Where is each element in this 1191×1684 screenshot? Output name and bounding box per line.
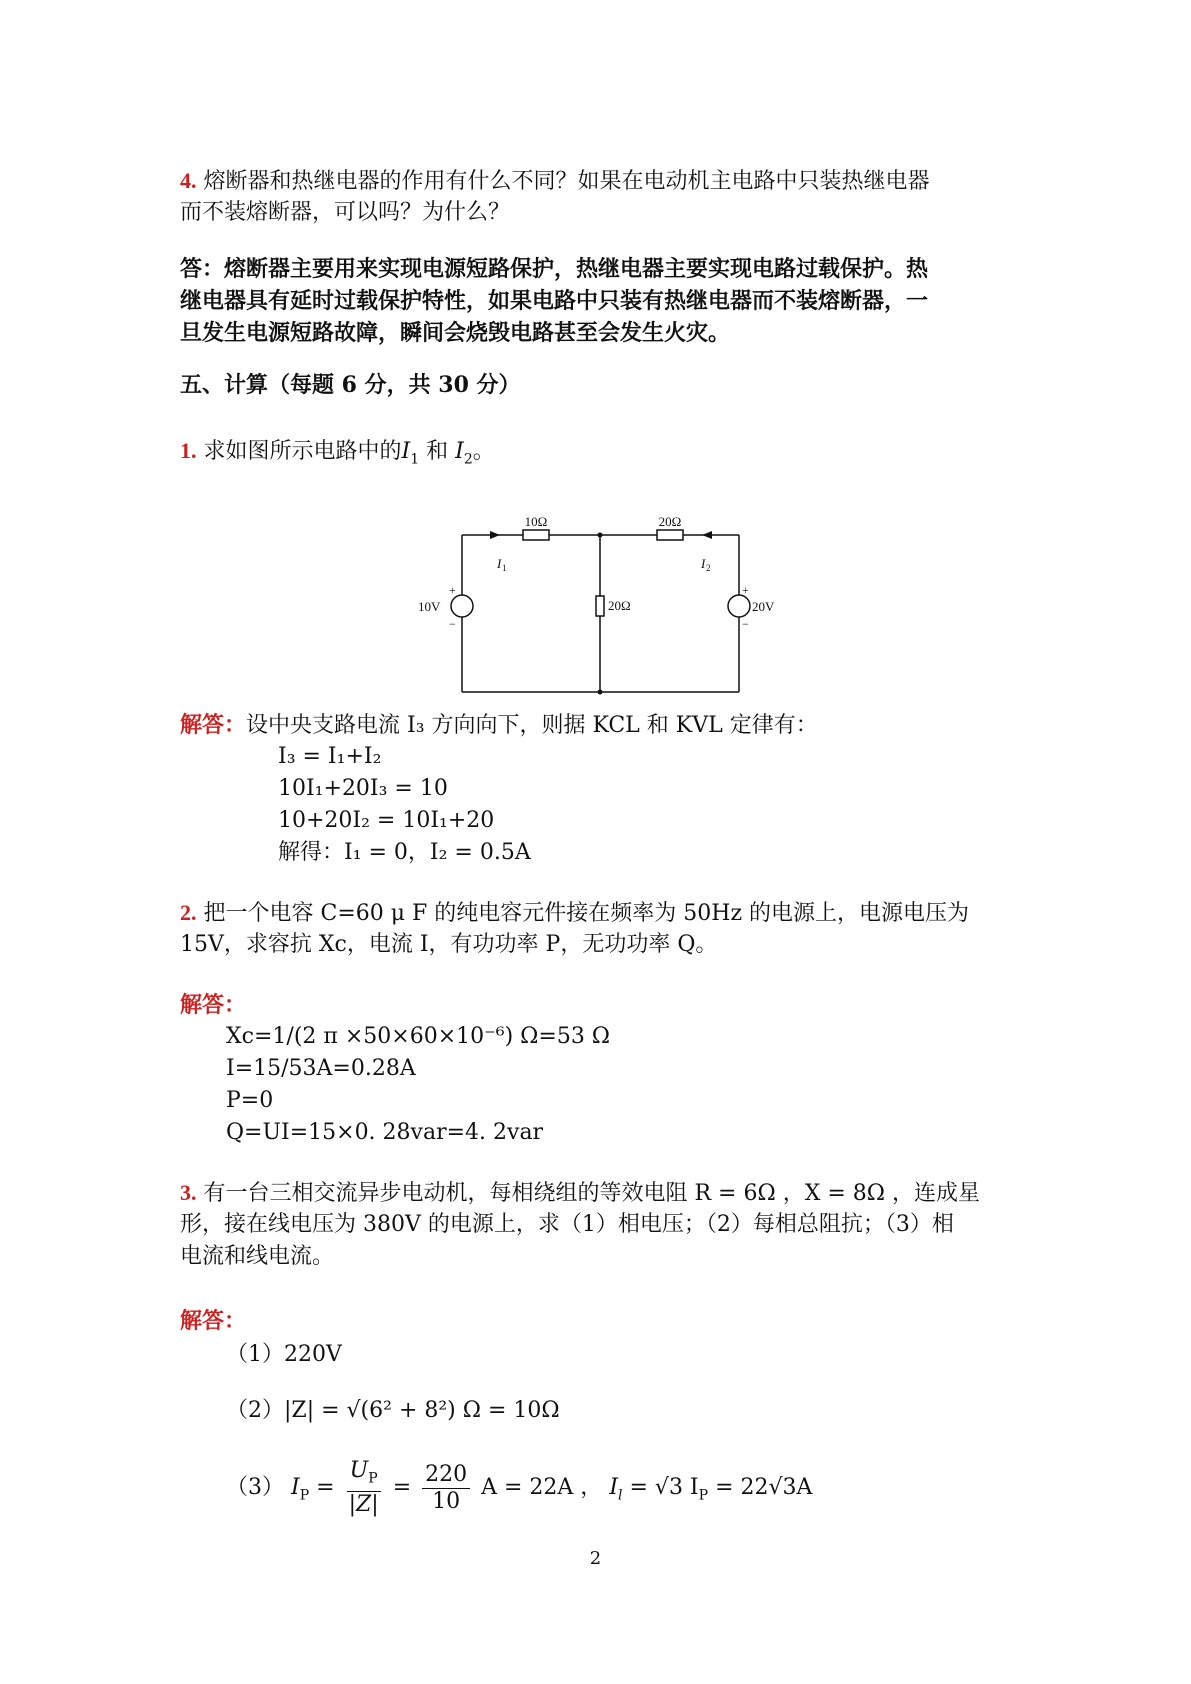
voltage-source-10v (451, 595, 473, 617)
q4-answer-line1: 答：熔断器主要用来实现电源短路保护，热继电器主要实现电路过载保护。热 (180, 256, 929, 282)
c3-a3-il-result: = 22√3A (715, 1475, 813, 1501)
c3-line1-wrap (180, 1178, 980, 1209)
resistor-20ohm-middle (596, 596, 604, 616)
c3-a2 (226, 1396, 560, 1426)
label-i1: I (497, 556, 502, 571)
label-minus-left: − (449, 617, 456, 631)
c3-a3: （3） $I_P$ = $\frac{U_P}{|Z|}$ = $\frac{220}{10}$ A = 22A ， $I_l = √3$ $I_P = 22√3A$ (226, 1458, 813, 1518)
label-plus-right: + (742, 583, 749, 597)
c3-a3-frac2 (422, 1462, 470, 1515)
section-title: 五、计算（每题 6 分，共 30 分） (180, 372, 521, 398)
c3-a3-il-sub2: P (698, 1487, 709, 1504)
label-i1-sub: 1 (502, 563, 507, 573)
c2-eq3: P=0 (226, 1088, 274, 1113)
c3-a3-num2: 220 (422, 1462, 470, 1489)
c2-number: 2. (180, 900, 197, 925)
c2-line2: 15V，求容抗 Xc，电流 I，有功功率 P，无功功率 Q。 (180, 932, 718, 957)
c3-a3-prefix: （3） (226, 1475, 284, 1501)
c1-eq2: 10I₁+20I₃ = 10 (278, 776, 448, 801)
c3-answer-label: 解答： (180, 1308, 247, 1334)
c3-a3-frac1 (346, 1458, 382, 1518)
c1-eq3: 10+20I₂ = 10I₁+20 (278, 808, 495, 833)
junction-top (598, 533, 603, 538)
c3-a3-il-sub: l (618, 1487, 623, 1504)
c1-text-end: 。 (472, 439, 495, 464)
q4-answer-line3: 旦发生电源短路故障，瞬间会烧毁电路甚至会发生火灾。 (180, 320, 731, 346)
c1-answer-label: 解答： (180, 712, 247, 738)
resistor-20ohm-top (657, 530, 683, 540)
label-i2: I (701, 556, 706, 571)
c1-eq1: I₃ = I₁+I₂ (278, 744, 382, 769)
c3-a3-tail: A = 22A ， (481, 1475, 603, 1501)
arrow-i2-icon (702, 531, 712, 539)
c1-text-a: 求如图所示电路中的 (203, 439, 402, 464)
label-r-middle: 20Ω (608, 598, 631, 613)
label-minus-right: − (742, 617, 749, 631)
page-number: 2 (589, 1548, 602, 1569)
c3-a3-il-expr: = √3 I (629, 1475, 699, 1501)
c1-i2-sub: 2 (463, 451, 473, 468)
c3-a3-num1-sub: P (368, 1470, 378, 1487)
c3-a3-lhs-sub: P (299, 1487, 310, 1504)
c2-eq1: Xc=1/(2 π ×50×60×10⁻⁶) Ω=53 Ω (226, 1024, 611, 1049)
c2-line1: 把一个电容 C=60 μ F 的纯电容元件接在频率为 50Hz 的电源上，电源电压为 (203, 901, 970, 926)
c1-i1-sub: 1 (410, 451, 420, 468)
c1-answer-intro-line (180, 710, 818, 741)
q4-number: 4. (180, 168, 197, 193)
c3-line1: 有一台三相交流异步电动机，每相绕组的等效电阻 R = 6Ω ，X = 8Ω ，连成星 (203, 1181, 981, 1206)
c3-a3-lhs: I (291, 1475, 300, 1501)
c2-eq4: Q=UI=15×0. 28var=4. 2var (226, 1120, 544, 1145)
c3-a3-il: I (609, 1475, 619, 1501)
q4-answer-line2: 继电器具有延时过载保护特性，如果电路中只装有热继电器而不装熔断器，一 (180, 288, 929, 314)
c2-eq2: I=15/53A=0.28A (226, 1056, 416, 1081)
c3-a2-prefix: （2） (226, 1398, 284, 1423)
c1-answer-intro: 设中央支路电流 I₃ 方向向下，则据 KCL 和 KVL 定律有： (246, 713, 818, 738)
c3-a3-den1: |Z| (348, 1492, 379, 1518)
q4-text-line1: 熔断器和热继电器的作用有什么不同？如果在电动机主电路中只装热继电器 (203, 169, 930, 194)
label-r-top-right: 20Ω (658, 514, 682, 529)
label-src-left: 10V (418, 599, 441, 614)
c1-i1: I (401, 439, 411, 464)
c3-a1: （1）220V (226, 1342, 342, 1367)
voltage-source-20v (728, 595, 750, 617)
c3-line2: 形，接在线电压为 380V 的电源上，求（1）相电压；（2）每相总阻抗；（3）相 (180, 1212, 954, 1237)
arrow-i1-icon (490, 531, 500, 539)
label-i2-sub: 2 (706, 563, 711, 573)
resistor-10ohm (523, 530, 549, 540)
c1-and: 和 (426, 439, 449, 464)
label-r-top-left: 10Ω (524, 514, 548, 529)
label-plus-left: + (449, 583, 456, 597)
c3-a3-den2: 10 (432, 1488, 461, 1514)
label-src-right: 20V (752, 599, 775, 614)
c3-a2-expr: |Z| = √(6² + 8²) Ω = 10Ω (284, 1398, 560, 1423)
c2-answer-label: 解答： (180, 992, 247, 1018)
q4-text-line2: 而不装熔断器，可以吗？为什么？ (180, 200, 511, 225)
q4-line1 (180, 166, 930, 197)
circuit-diagram (400, 510, 780, 700)
c3-a3-num1: U (349, 1458, 369, 1483)
junction-bottom (598, 690, 603, 695)
c1-i2: I (455, 439, 464, 464)
c1-eq4: 解得：I₁ = 0，I₂ = 0.5A (278, 840, 531, 865)
c1-number: 1. (180, 438, 197, 463)
c3-line3: 电流和线电流。 (180, 1244, 335, 1269)
c3-number: 3. (180, 1180, 197, 1205)
c1-question (180, 436, 495, 474)
c2-line1-wrap (180, 898, 969, 929)
